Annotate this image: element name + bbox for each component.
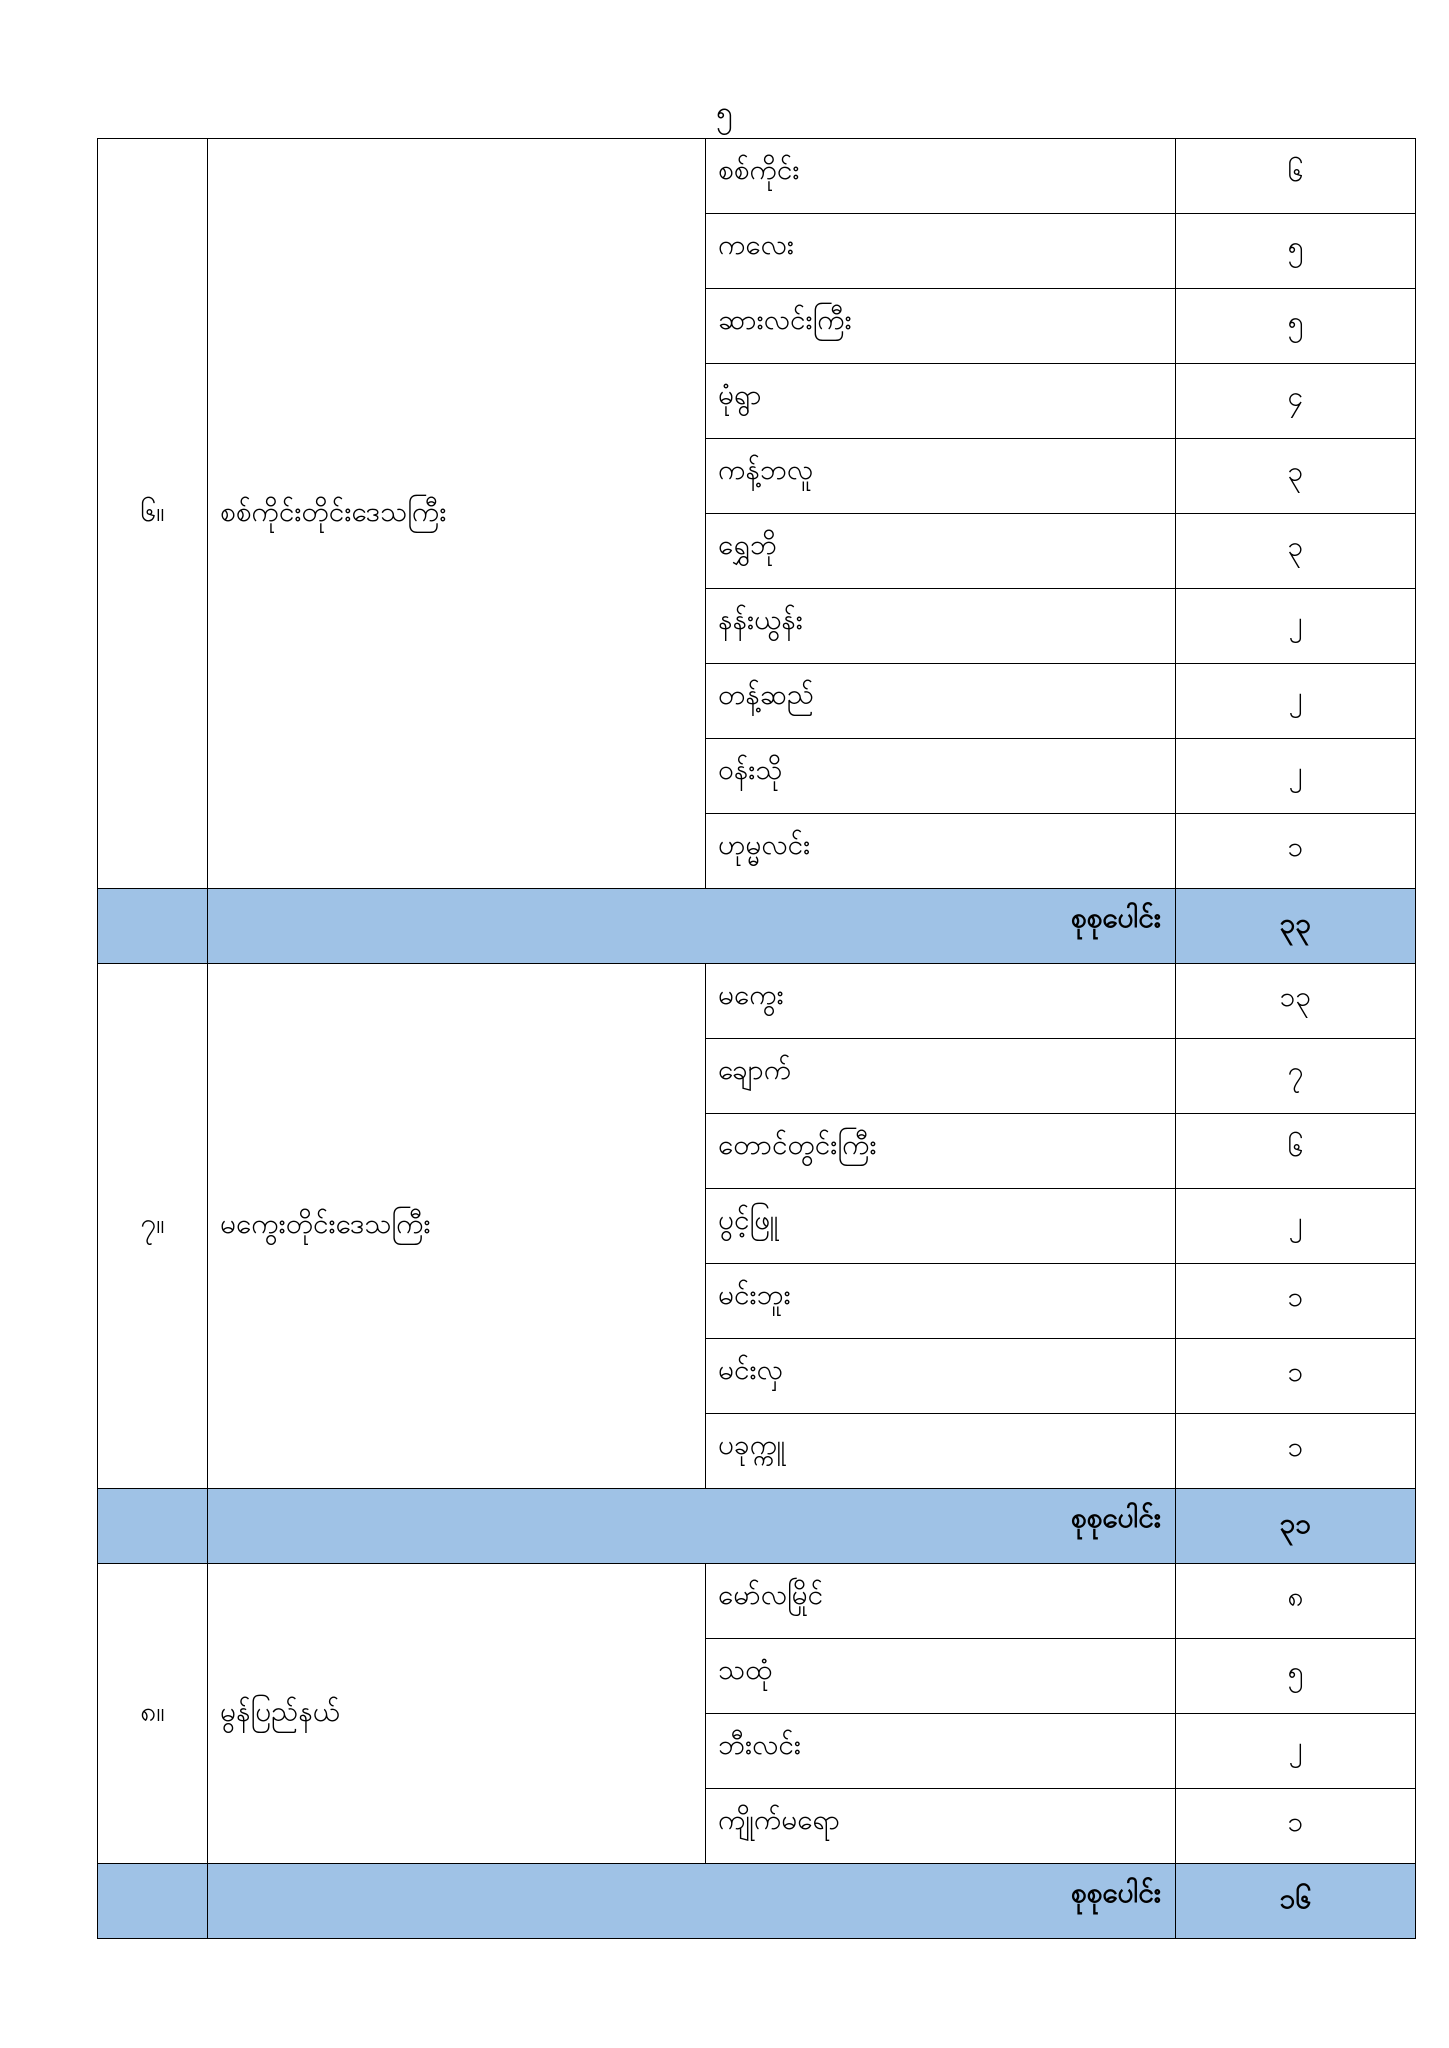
township-count: ၁ [1176, 1339, 1416, 1414]
township-count: ၁ [1176, 1264, 1416, 1339]
total-spacer [98, 889, 208, 964]
township-count: ၅ [1176, 214, 1416, 289]
township-name: ကလေး [706, 214, 1176, 289]
section-number: ၆။ [98, 139, 208, 889]
township-name: ဟုမ္မလင်း [706, 814, 1176, 889]
township-count: ၁ [1176, 1414, 1416, 1489]
region-name: မွန်ပြည်နယ် [208, 1564, 706, 1864]
township-name: ပခုက္ကူ [706, 1414, 1176, 1489]
township-name: တန့်ဆည် [706, 664, 1176, 739]
township-count: ၄ [1176, 364, 1416, 439]
page-number: ၅ [716, 95, 733, 130]
township-count: ၅ [1176, 1639, 1416, 1714]
township-name: နန်းယွန်း [706, 589, 1176, 664]
township-count: ၁ [1176, 1789, 1416, 1864]
total-value: ၁၆ [1176, 1864, 1416, 1939]
township-count: ၂ [1176, 589, 1416, 664]
table-row [98, 139, 1416, 214]
table-body [98, 139, 1416, 1939]
township-count: ၂ [1176, 1189, 1416, 1264]
region-name: မကွေးတိုင်းဒေသကြီး [208, 964, 706, 1489]
total-spacer [98, 1864, 208, 1939]
total-value: ၃၃ [1176, 889, 1416, 964]
township-name: မုံရွာ [706, 364, 1176, 439]
township-name: မင်းလှ [706, 1339, 1176, 1414]
region-name: စစ်ကိုင်းတိုင်းဒေသကြီး [208, 139, 706, 889]
township-name: မော်လမြိုင် [706, 1564, 1176, 1639]
township-name: ရွှေဘို [706, 514, 1176, 589]
township-name: မကွေး [706, 964, 1176, 1039]
township-count: ၇ [1176, 1039, 1416, 1114]
township-count-table [97, 138, 1416, 1939]
township-name: စစ်ကိုင်း [706, 139, 1176, 214]
total-label: စုစုပေါင်း [208, 889, 1176, 964]
township-count: ၃ [1176, 439, 1416, 514]
total-row [98, 1489, 1416, 1564]
township-count: ၅ [1176, 289, 1416, 364]
township-count: ၁ [1176, 814, 1416, 889]
township-count: ၈ [1176, 1564, 1416, 1639]
township-count: ၂ [1176, 664, 1416, 739]
section-number: ၇။ [98, 964, 208, 1489]
table-row [98, 1564, 1416, 1639]
township-count: ၆ [1176, 139, 1416, 214]
township-name: ချောက် [706, 1039, 1176, 1114]
township-name: ဘီးလင်း [706, 1714, 1176, 1789]
township-name: ဝန်းသို [706, 739, 1176, 814]
township-count: ၆ [1176, 1114, 1416, 1189]
township-name: ကျိုက်မရော [706, 1789, 1176, 1864]
township-count: ၁၃ [1176, 964, 1416, 1039]
township-name: ကန့်ဘလူ [706, 439, 1176, 514]
township-name: မင်းဘူး [706, 1264, 1176, 1339]
township-count: ၂ [1176, 1714, 1416, 1789]
total-label: စုစုပေါင်း [208, 1489, 1176, 1564]
township-name: တောင်တွင်းကြီး [706, 1114, 1176, 1189]
total-spacer [98, 1489, 208, 1564]
total-row [98, 889, 1416, 964]
township-count: ၃ [1176, 514, 1416, 589]
township-name: ဆားလင်းကြီး [706, 289, 1176, 364]
total-label: စုစုပေါင်း [208, 1864, 1176, 1939]
township-name: ပွင့်ဖြူ [706, 1189, 1176, 1264]
total-row [98, 1864, 1416, 1939]
table-row [98, 964, 1416, 1039]
total-value: ၃၁ [1176, 1489, 1416, 1564]
section-number: ၈။ [98, 1564, 208, 1864]
township-count: ၂ [1176, 739, 1416, 814]
township-name: သထုံ [706, 1639, 1176, 1714]
